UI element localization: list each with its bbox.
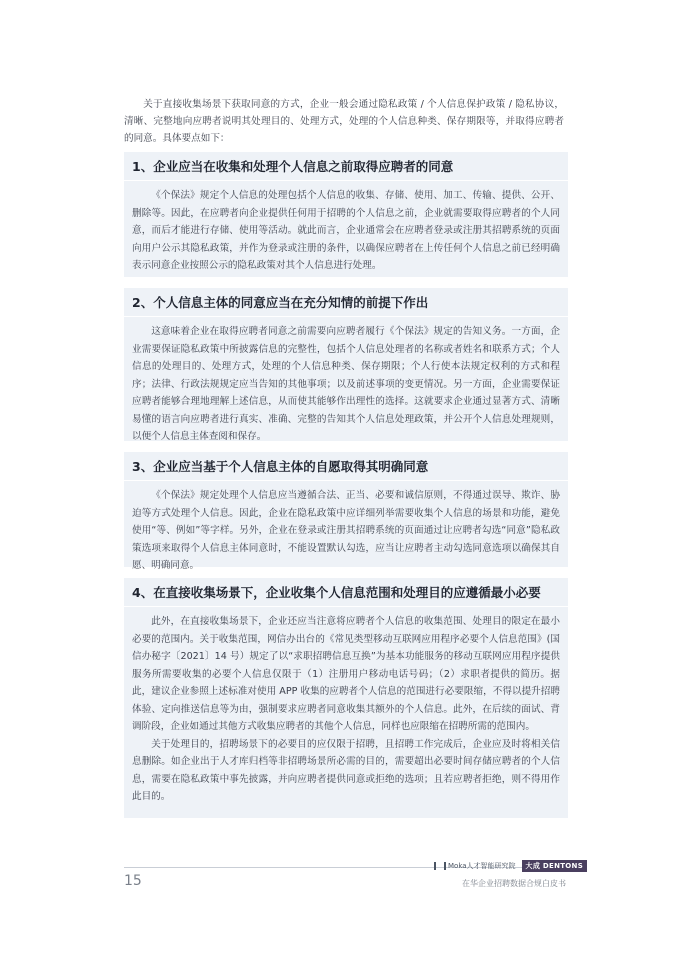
section-3-divider — [124, 480, 568, 481]
section-4-paragraph-1: 此外，在直接收集场景下，企业还应当注意将应聘者个人信息的收集范围、处理目的限定在最小必要的范围内。关于收集范围，网信办出台的《常见类型移动互联网应用程序必要个人信息范围》(国信办秘字〔2021〕14 号）规定了以“求职招聘信息互换”为基本功能服务的移动互联网应用程序提供服务所需要收集的必要个人信息仅限于（1）注册用户移动电话号码；（2）求职者提供的简历。据此，建议企业参照上述标准对使用 APP 收集的应聘者个人信息的范围进行必要限缩，不得以提升招聘体验、定向推送信息等为由，强制要求应聘者同意收集其额外的个人信息。此外，在后续的面试、背调阶段，企业如通过其他方式收集应聘者的其他个人信息，同样也应限缩在招聘所需的范围内。 — [132, 616, 560, 732]
footer-document-title: 在华企业招聘数据合规白皮书 — [462, 879, 566, 888]
footer-logos — [434, 860, 587, 872]
moka-logo-text: Moka人才智能研究院 — [448, 862, 516, 870]
moka-logo-icon — [434, 862, 446, 870]
moka-logo — [434, 861, 516, 871]
section-4 — [124, 578, 568, 818]
section-1-heading: 1、企业应当在收集和处理个人信息之前取得应聘者的同意 — [132, 159, 454, 174]
section-4-paragraph-2: 关于处理目的，招聘场景下的必要目的应仅限于招聘，且招聘工作完成后，企业应及时将相关信息删除。如企业出于人才库归档等非招聘场景所必需的目的，需要超出必要时间存储应聘者的个人信息，需要在隐私政策中事先披露，并向应聘者提供同意或拒绝的选项；且若应聘者拒绝，则不得用作此目的。 — [132, 738, 560, 802]
section-2-divider — [124, 316, 568, 317]
section-2-paragraph-1: 这意味着企业在取得应聘者同意之前需要向应聘者履行《个保法》规定的告知义务。一方面，企业需要保证隐私政策中所披露信息的完整性，包括个人信息处理者的名称或者姓名和联系方式；个人信息的处理目的、处理方式，处理的个人信息种类、保存期限；个人行使本法规定权利的方式和程序；法律、行政法规规定应当告知的其他事项；以及前述事项的变更情况。另一方面，企业需要保证应聘者能够合理地理解上述信息，从而使其能够作出理性的选择。这就要求企业通过显著方式、清晰易懂的语言向应聘者进行真实、准确、完整的告知其个人信息处理政策，并公开个人信息处理规则，以便个人信息主体查阅和保存。 — [132, 326, 560, 442]
section-1-divider — [124, 180, 568, 181]
section-1 — [124, 152, 568, 277]
intro-paragraph: 关于直接收集场景下获取同意的方式，企业一般会通过隐私政策 / 个人信息保护政策 / 隐私协议，清晰、完整地向应聘者说明其处理目的、处理方式，处理的个人信息种类、保存期限等，并取得应聘者的同意。具体要点如下： — [124, 99, 564, 144]
section-4-heading: 4、在直接收集场景下，企业收集个人信息范围和处理目的应遵循最小必要 — [132, 585, 541, 600]
section-3-paragraph-1: 《个保法》规定处理个人信息应当遵循合法、正当、必要和诚信原则，不得通过误导、欺诈、胁迫等方式处理个人信息。因此，企业在隐私政策中应详细列举需要收集个人信息的场景和功能，避免使用“等、例如”等字样。另外，企业在登录或注册其招聘系统的页面通过让应聘者勾选“同意”隐私政策选项来取得个人信息主体同意时，不能设置默认勾选，应当让应聘者主动勾选同意选项以确保其自愿、明确同意。 — [132, 490, 560, 571]
section-3-heading: 3、企业应当基于个人信息主体的自愿取得其明确同意 — [132, 459, 429, 474]
section-2 — [124, 288, 568, 441]
dentons-logo: 大成 DENTONS — [522, 860, 588, 872]
section-4-divider — [124, 606, 568, 607]
page-number: 15 — [124, 873, 142, 889]
section-3 — [124, 452, 568, 571]
section-2-heading: 2、个人信息主体的同意应当在充分知情的前提下作出 — [132, 295, 429, 310]
section-1-paragraph-1: 《个保法》规定个人信息的处理包括个人信息的收集、存储、使用、加工、传输、提供、公开、删除等。因此，在应聘者向企业提供任何用于招聘的个人信息之前，企业就需要取得应聘者的个人同意，而后才能进行存储、使用等活动。就此而言，企业通常会在应聘者登录或注册其招聘系统的页面向用户公示其隐私政策，并作为登录或注册的条件，以确保应聘者在上传任何个人信息之前已经明确表示同意企业按照公示的隐私政策对其个人信息进行处理。 — [132, 190, 560, 271]
